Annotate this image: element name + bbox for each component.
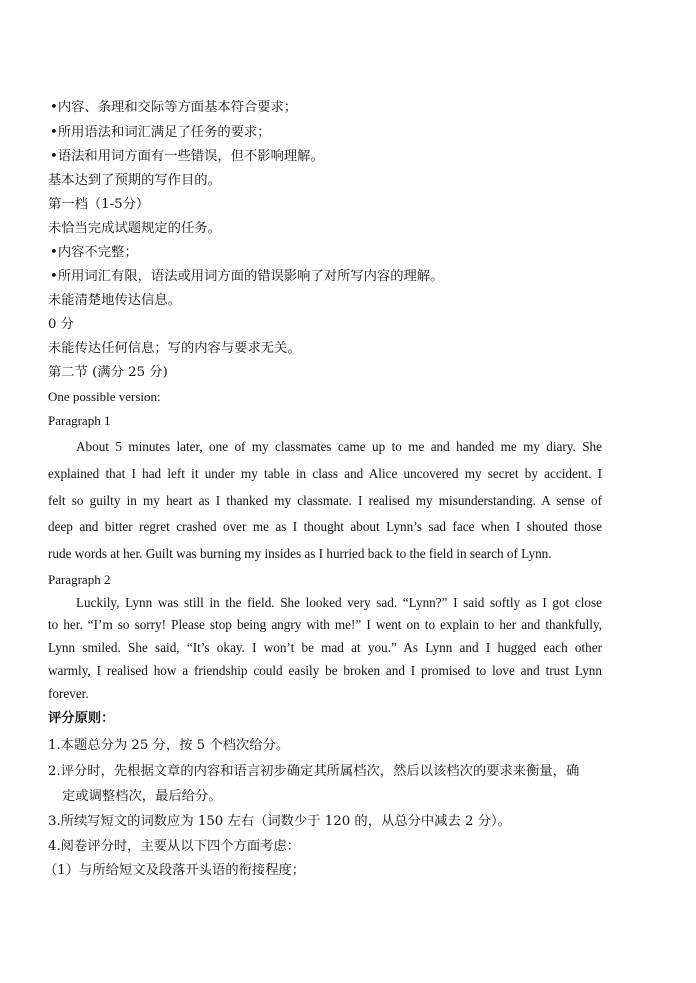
tier-description: 未能传达任何信息；写的内容与要求无关。 bbox=[48, 341, 301, 356]
criteria-bullet: •所用词汇有限，语法或用词方面的错误影响了对所写内容的理解。 bbox=[50, 269, 444, 284]
criteria-bullet: •内容不完整； bbox=[50, 245, 138, 260]
tier-summary: 未能清楚地传达信息。 bbox=[48, 293, 181, 308]
scoring-item: 2.评分时，先根据文章的内容和语言初步确定其所属档次，然后以该档次的要求来衡量，确 bbox=[48, 764, 580, 779]
paragraph-label: Paragraph 2 bbox=[48, 572, 111, 587]
scoring-item: 定或调整档次，最后给分。 bbox=[62, 789, 222, 804]
paragraph-2-line: Lynn smiled. She said, “It’s okay. I won’t be mad at you.” As Lynn and I hugged each other bbox=[48, 640, 602, 655]
paragraph-2-line: to her. “I’m so sorry! Please stop being angry with me!” I went on to explain to her and thankfully, bbox=[48, 617, 602, 632]
paragraph-2-line: forever. bbox=[48, 686, 89, 701]
criteria-bullet: •内容、条理和交际等方面基本符合要求； bbox=[50, 100, 298, 115]
paragraph-2-line: warmly, I realised how a friendship could easily be broken and I promised to love and trust Lynn bbox=[48, 663, 602, 678]
paragraph-2-line: Luckily, Lynn was still in the field. She looked very sad. “Lynn?” I said softly as I got close bbox=[76, 595, 602, 610]
tier-description: 未恰当完成试题规定的任务。 bbox=[48, 221, 221, 236]
section-title: 第二节 (满分 25 分) bbox=[48, 365, 168, 380]
criteria-bullet: •所用语法和词汇满足了任务的要求； bbox=[50, 125, 271, 140]
paragraph-1-line: rude words at her. Guilt was burning my insides as I hurried back to the field in search of Lynn. bbox=[48, 546, 552, 561]
tier-title: 0 分 bbox=[48, 317, 74, 332]
scoring-item: 3.所续写短文的词数应为 150 左右（词数少于 120 的，从总分中减去 2 分）。 bbox=[48, 814, 511, 829]
paragraph-1-line: explained that I had left it under my table in class and Alice uncovered my secret by accident. I bbox=[48, 466, 602, 481]
tier-summary: 基本达到了预期的写作目的。 bbox=[48, 173, 221, 188]
version-label: One possible version: bbox=[48, 389, 161, 404]
scoring-item: （1）与所给短文及段落开头语的衔接程度； bbox=[44, 863, 306, 878]
scoring-item: 1.本题总分为 25 分，按 5 个档次给分。 bbox=[48, 738, 290, 753]
scoring-item: 4.阅卷评分时，主要从以下四个方面考虑： bbox=[48, 839, 301, 854]
tier-title: 第一档（1-5分） bbox=[48, 197, 150, 212]
scoring-title: 评分原则： bbox=[48, 711, 115, 726]
criteria-bullet: •语法和用词方面有一些错误，但不影响理解。 bbox=[50, 149, 324, 164]
paragraph-1-line: About 5 minutes later, one of my classmates came up to me and handed me my diary. She bbox=[76, 439, 602, 454]
paragraph-1-line: felt so guilty in my heart as I thanked my classmate. I realised my misunderstanding. A sense of bbox=[48, 493, 602, 508]
paragraph-1-line: deep and bitter regret crashed over me as I thought about Lynn’s sad face when I shouted those bbox=[48, 519, 602, 534]
paragraph-label: Paragraph 1 bbox=[48, 413, 111, 428]
